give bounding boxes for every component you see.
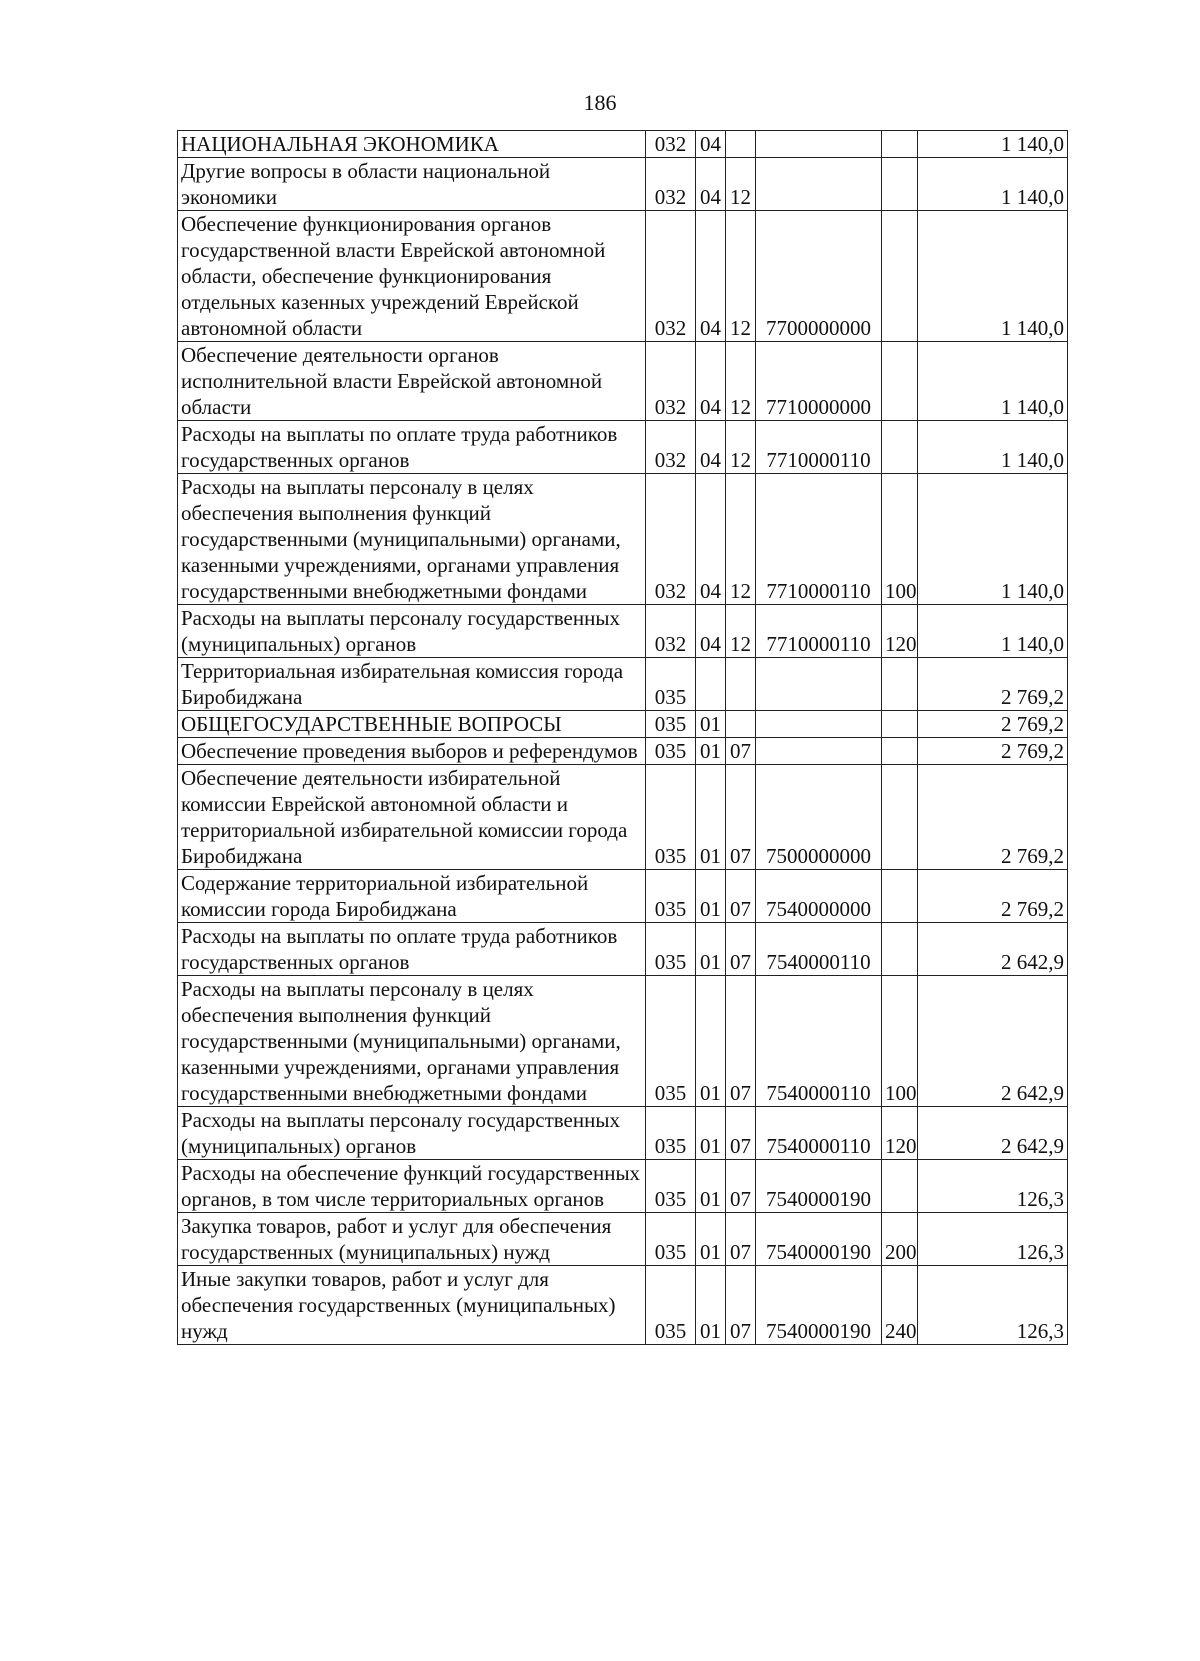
target-article-cell [756,131,882,158]
amount-cell: 1 140,0 [918,342,1068,421]
subsection-code-cell: 12 [726,474,756,605]
grbs-code-cell: 032 [646,211,696,342]
section-code-cell: 04 [696,474,726,605]
subsection-code-cell [726,658,756,711]
expense-name-cell: Обеспечение деятельности избирательной комиссии Еврейской автономной области и территориальной избирательной комиссии города Биробиджана [178,765,646,870]
section-code-cell: 01 [696,738,726,765]
amount-cell: 2 769,2 [918,658,1068,711]
subsection-code-cell: 12 [726,158,756,211]
expense-type-cell: 100 [882,474,918,605]
expense-name-cell: Иные закупки товаров, работ и услуг для обеспечения государственных (муниципальных) нужд [178,1266,646,1345]
section-code-cell: 01 [696,1107,726,1160]
expense-type-cell [882,738,918,765]
table-row [178,1266,1068,1345]
section-code-cell: 01 [696,923,726,976]
section-code-cell: 04 [696,131,726,158]
expense-type-cell: 240 [882,1266,918,1345]
amount-cell: 126,3 [918,1266,1068,1345]
grbs-code-cell: 035 [646,1213,696,1266]
expense-name-cell: Расходы на выплаты по оплате труда работников государственных органов [178,421,646,474]
subsection-code-cell: 07 [726,765,756,870]
subsection-code-cell [726,131,756,158]
section-code-cell: 01 [696,870,726,923]
target-article-cell: 7710000000 [756,342,882,421]
table-row [178,738,1068,765]
expense-type-cell [882,923,918,976]
section-code-cell: 01 [696,1266,726,1345]
amount-cell: 1 140,0 [918,131,1068,158]
table-row [178,131,1068,158]
table-row [178,1107,1068,1160]
expense-name-cell: Расходы на выплаты персоналу государственных (муниципальных) органов [178,1107,646,1160]
amount-cell: 2 769,2 [918,765,1068,870]
subsection-code-cell: 07 [726,1107,756,1160]
amount-cell: 126,3 [918,1160,1068,1213]
table-body [178,131,1068,1345]
table-row [178,1213,1068,1266]
target-article-cell: 7700000000 [756,211,882,342]
section-code-cell: 01 [696,1160,726,1213]
subsection-code-cell: 07 [726,738,756,765]
section-code-cell: 01 [696,765,726,870]
amount-cell: 1 140,0 [918,605,1068,658]
table-row [178,765,1068,870]
target-article-cell: 7500000000 [756,765,882,870]
amount-cell: 2 642,9 [918,976,1068,1107]
grbs-code-cell: 035 [646,765,696,870]
expense-type-cell [882,711,918,738]
subsection-code-cell: 07 [726,870,756,923]
expense-type-cell [882,211,918,342]
grbs-code-cell: 032 [646,342,696,421]
expense-name-cell: Расходы на выплаты персоналу государственных (муниципальных) органов [178,605,646,658]
section-code-cell: 04 [696,342,726,421]
subsection-code-cell: 12 [726,211,756,342]
section-code-cell: 01 [696,976,726,1107]
amount-cell: 1 140,0 [918,158,1068,211]
target-article-cell: 7710000110 [756,605,882,658]
table-row [178,605,1068,658]
expense-name-cell: ОБЩЕГОСУДАРСТВЕННЫЕ ВОПРОСЫ [178,711,646,738]
expense-type-cell [882,658,918,711]
target-article-cell [756,158,882,211]
expense-type-cell [882,421,918,474]
amount-cell: 2 769,2 [918,738,1068,765]
expense-type-cell [882,870,918,923]
expense-name-cell: Обеспечение функционирования органов государственной власти Еврейской автономной области, обеспечение функционирования отдельных казенных учреждений Еврейской автономной области [178,211,646,342]
expense-name-cell: Расходы на выплаты по оплате труда работников государственных органов [178,923,646,976]
subsection-code-cell: 07 [726,1213,756,1266]
table-row [178,870,1068,923]
expense-name-cell: НАЦИОНАЛЬНАЯ ЭКОНОМИКА [178,131,646,158]
target-article-cell [756,711,882,738]
amount-cell: 2 769,2 [918,711,1068,738]
grbs-code-cell: 035 [646,870,696,923]
expense-name-cell: Расходы на обеспечение функций государственных органов, в том числе территориальных органов [178,1160,646,1213]
target-article-cell: 7540000110 [756,1107,882,1160]
grbs-code-cell: 035 [646,923,696,976]
amount-cell: 1 140,0 [918,421,1068,474]
section-code-cell: 04 [696,421,726,474]
grbs-code-cell: 032 [646,605,696,658]
expense-name-cell: Другие вопросы в области национальной экономики [178,158,646,211]
grbs-code-cell: 035 [646,1107,696,1160]
amount-cell: 1 140,0 [918,211,1068,342]
expense-type-cell: 120 [882,1107,918,1160]
expense-type-cell: 200 [882,1213,918,1266]
amount-cell: 2 642,9 [918,923,1068,976]
expense-name-cell: Закупка товаров, работ и услуг для обеспечения государственных (муниципальных) нужд [178,1213,646,1266]
budget-table [177,130,1068,1345]
target-article-cell: 7540000190 [756,1160,882,1213]
grbs-code-cell: 032 [646,131,696,158]
table-row [178,976,1068,1107]
subsection-code-cell: 12 [726,605,756,658]
expense-type-cell: 100 [882,976,918,1107]
section-code-cell: 01 [696,711,726,738]
table-row [178,1160,1068,1213]
grbs-code-cell: 032 [646,158,696,211]
subsection-code-cell: 07 [726,1266,756,1345]
target-article-cell: 7540000190 [756,1213,882,1266]
section-code-cell: 04 [696,158,726,211]
target-article-cell: 7540000110 [756,976,882,1107]
grbs-code-cell: 035 [646,1160,696,1213]
subsection-code-cell: 07 [726,1160,756,1213]
amount-cell: 2 642,9 [918,1107,1068,1160]
target-article-cell: 7710000110 [756,474,882,605]
target-article-cell: 7540000000 [756,870,882,923]
expense-type-cell [882,342,918,421]
expense-name-cell: Расходы на выплаты персоналу в целях обеспечения выполнения функций государственными (муниципальными) органами, казенными учреждениями, органами управления государственными внебюджетными фондами [178,474,646,605]
grbs-code-cell: 035 [646,658,696,711]
target-article-cell [756,738,882,765]
table-row [178,474,1068,605]
subsection-code-cell: 12 [726,342,756,421]
table-row [178,658,1068,711]
page-number: 186 [583,90,617,115]
expense-name-cell: Обеспечение деятельности органов исполнительной власти Еврейской автономной области [178,342,646,421]
section-code-cell: 04 [696,605,726,658]
table-row [178,923,1068,976]
subsection-code-cell: 12 [726,421,756,474]
expense-name-cell: Территориальная избирательная комиссия города Биробиджана [178,658,646,711]
amount-cell: 1 140,0 [918,474,1068,605]
target-article-cell [756,658,882,711]
target-article-cell: 7540000110 [756,923,882,976]
table-row [178,421,1068,474]
grbs-code-cell: 035 [646,711,696,738]
grbs-code-cell: 035 [646,976,696,1107]
target-article-cell: 7710000110 [756,421,882,474]
expense-type-cell [882,1160,918,1213]
expense-name-cell: Содержание территориальной избирательной комиссии города Биробиджана [178,870,646,923]
grbs-code-cell: 032 [646,474,696,605]
table-row [178,711,1068,738]
grbs-code-cell: 032 [646,421,696,474]
expense-name-cell: Обеспечение проведения выборов и референдумов [178,738,646,765]
amount-cell: 126,3 [918,1213,1068,1266]
expense-type-cell [882,131,918,158]
expense-type-cell [882,765,918,870]
subsection-code-cell: 07 [726,923,756,976]
table-row [178,342,1068,421]
expense-name-cell: Расходы на выплаты персоналу в целях обеспечения выполнения функций государственными (муниципальными) органами, казенными учреждениями, органами управления государственными внебюджетными фондами [178,976,646,1107]
target-article-cell: 7540000190 [756,1266,882,1345]
grbs-code-cell: 035 [646,738,696,765]
table-row [178,211,1068,342]
amount-cell: 2 769,2 [918,870,1068,923]
section-code-cell [696,658,726,711]
grbs-code-cell: 035 [646,1266,696,1345]
section-code-cell: 04 [696,211,726,342]
subsection-code-cell [726,711,756,738]
section-code-cell: 01 [696,1213,726,1266]
expense-type-cell [882,158,918,211]
expense-type-cell: 120 [882,605,918,658]
subsection-code-cell: 07 [726,976,756,1107]
table-row [178,158,1068,211]
